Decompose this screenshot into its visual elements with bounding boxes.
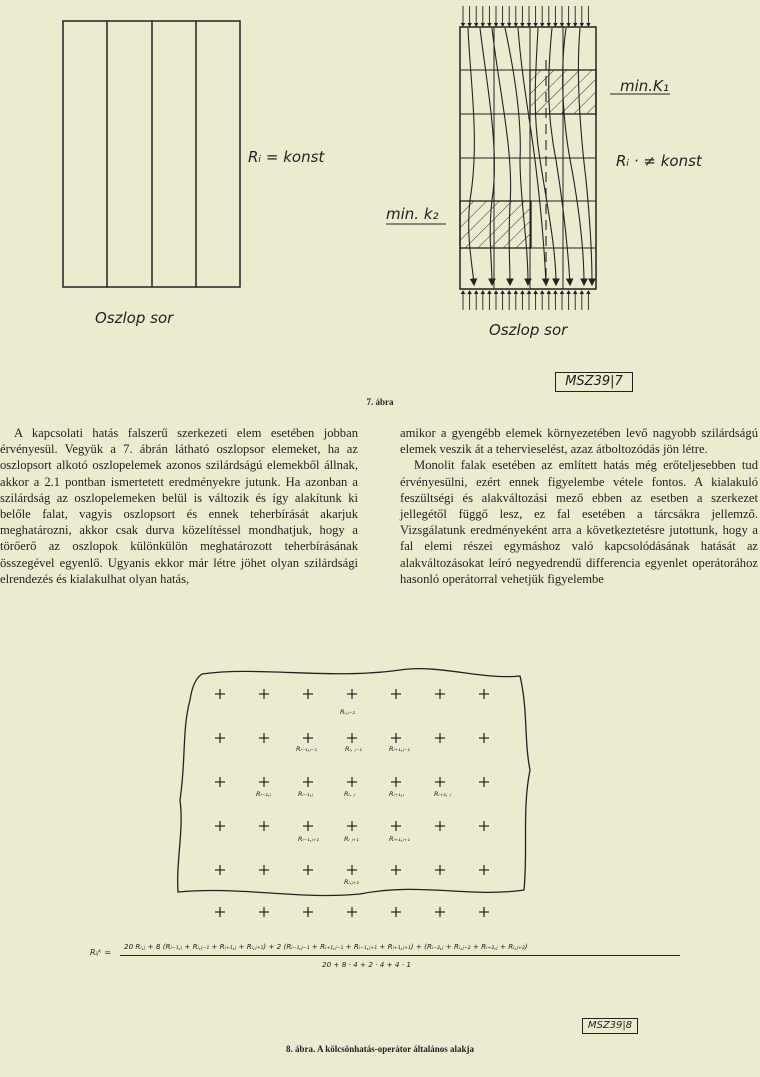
grid-point-plus bbox=[303, 733, 313, 743]
right-formula: Rᵢ · ≠ konst bbox=[616, 152, 702, 170]
grid-point-plus bbox=[303, 821, 313, 831]
figure-7-caption: 7. ábra bbox=[366, 397, 394, 407]
grid-point-plus bbox=[391, 821, 401, 831]
min-k2-label: min. k₂ bbox=[386, 205, 439, 223]
grid-point-plus bbox=[391, 777, 401, 787]
grid-point-plus bbox=[435, 907, 445, 917]
grid-point-plus bbox=[435, 689, 445, 699]
left-column-rectangle bbox=[63, 21, 240, 287]
grid-point-plus bbox=[479, 821, 489, 831]
grid-point-plus bbox=[435, 733, 445, 743]
right-column-rectangle bbox=[460, 6, 596, 310]
grid-point-plus bbox=[391, 865, 401, 875]
label-r-i-minus-2-j: Rᵢ₋₂,ⱼ bbox=[256, 790, 271, 798]
right-text-column bbox=[400, 425, 758, 587]
grid-point-plus bbox=[347, 865, 357, 875]
label-r-i-j: Rᵢ, ⱼ bbox=[344, 790, 355, 798]
grid-point-plus bbox=[215, 777, 225, 787]
grid-point-plus bbox=[391, 689, 401, 699]
label-r-i-j-minus-1: Rᵢ, ⱼ₋₁ bbox=[345, 745, 362, 753]
grid-point-plus bbox=[479, 907, 489, 917]
label-r-i-plus-1-j-minus-1: Rᵢ₊₁,ⱼ₋₁ bbox=[389, 745, 410, 753]
formula-numerator: 20 Rᵢ,ⱼ + 8 (Rᵢ₋₁,ⱼ + Rᵢ,ⱼ₋₁ + Rᵢ₊₁,ⱼ + Rᵢ,ⱼ₊₁) + 2 (Rᵢ₋₁,ⱼ₋₁ + Rᵢ₊₁,ⱼ₋₁ + Rᵢ₋₁,ⱼ₊₁ + Rᵢ₊₁,ⱼ₊₁) + (Rᵢ₋₂,ⱼ + Rᵢ,ⱼ₋₂ + Rᵢ₊₂,ⱼ + Rᵢ,ⱼ₊₂) bbox=[124, 942, 528, 951]
right-caption-label: Oszlop sor bbox=[489, 321, 568, 339]
grid-point-plus bbox=[347, 733, 357, 743]
grid-point-plus bbox=[303, 777, 313, 787]
right-paragraph-2: Monolit falak esetében az említett hatás még erőteljesebben tud érvényesülni, ezért ennek figyelembe vétele fontos. A kialakuló feszültségi és alakváltozási mező ebben az esetben a szerkezet jellegétől függő lesz, ez fal esetében a tárcsákra jellemző. Vizsgálatunk eredményeként arra a következtetésre jutottunk, hogy a fal elemi részei egymáshoz való kapcsolódásának hatását az alakváltozásokat leíró negyedrendű differencia egyenlet operátorához hasonló operátorral vehetjük figyelembe bbox=[400, 458, 758, 586]
figure-7-drawing bbox=[0, 0, 760, 400]
grid-point-plus bbox=[347, 907, 357, 917]
grid-point-plus bbox=[435, 865, 445, 875]
grid-point-plus bbox=[479, 689, 489, 699]
label-r-i-minus-1-j-plus-1: Rᵢ₋₁,ⱼ₊₁ bbox=[298, 835, 319, 843]
fraction-bar bbox=[120, 955, 680, 956]
left-paragraph: A kapcsolati hatás falszerű szerkezeti elem esetében jobban érvényesül. Vegyük a 7. ábrán látható oszlopsor elemeket, ha az oszlopsort alkotó oszlopelemek azonos szilárdságú elemekből állnak, akkor a 2.1 pontban ismertetett eredményekre jutunk. Ha azonban a szilárdság az oszlopelemeken belül is változik és így alakítunk ki belőle falat, vagyis oszlopsort és ennek teherbírását akarjuk meghatározni, akkor csak durva közelítéssel mondhatjuk, hogy a törőerő az oszlopok különkülön meghatározott teherbírásának összegével egyenlő. Ugyanis ekkor már létre jöhet olyan szilárdsági elrendezés és kialakulhat olyan hatás, bbox=[0, 426, 358, 586]
label-r-i-minus-1-j-minus-1: Rᵢ₋₁,ⱼ₋₁ bbox=[296, 745, 317, 753]
grid-point-plus bbox=[479, 733, 489, 743]
figure-8-drawing bbox=[0, 650, 760, 950]
grid-point-plus bbox=[215, 689, 225, 699]
left-formula: Rᵢ = konst bbox=[248, 148, 325, 166]
figure-8-stamp: MSZ39|8 bbox=[582, 1018, 638, 1034]
grid-point-plus bbox=[259, 821, 269, 831]
grid-point-plus bbox=[215, 865, 225, 875]
grid-point-plus bbox=[259, 865, 269, 875]
label-r-i-plus-1-j-plus-1: Rᵢ₊₁,ⱼ₊₁ bbox=[389, 835, 410, 843]
grid-point-plus bbox=[347, 777, 357, 787]
formula-denominator: 20 + 8 · 4 + 2 · 4 + 4 · 1 bbox=[322, 960, 411, 969]
grid-point-plus bbox=[435, 777, 445, 787]
label-r-i-j-plus-1: Rᵢ ⱼ₊₁ bbox=[344, 835, 359, 843]
grid-point-plus bbox=[259, 907, 269, 917]
grid-point-plus bbox=[303, 907, 313, 917]
grid-point-plus bbox=[391, 907, 401, 917]
grid-point-plus bbox=[303, 865, 313, 875]
label-r-i-j-minus-2: Rᵢ,ⱼ₋₂ bbox=[340, 708, 355, 716]
left-caption-label: Oszlop sor bbox=[95, 309, 174, 327]
grid-point-plus bbox=[215, 733, 225, 743]
figure-7-stamp: MSZ39|7 bbox=[555, 372, 633, 392]
grid-point-plus bbox=[347, 689, 357, 699]
grid-point-plus bbox=[347, 821, 357, 831]
grid-point-plus bbox=[259, 733, 269, 743]
grid-point-plus bbox=[215, 821, 225, 831]
grid-point-plus bbox=[479, 865, 489, 875]
formula-lhs: Rᵢⱼᵏ = bbox=[90, 948, 112, 957]
label-r-i-plus-2-j: Rᵢ₊₂, ⱼ bbox=[434, 790, 451, 798]
label-r-i-minus-1-j: Rᵢ₋₁,ⱼ bbox=[298, 790, 313, 798]
min-k1-label: min.K₁ bbox=[620, 77, 669, 95]
grid-point-plus bbox=[435, 821, 445, 831]
grid-point-plus bbox=[215, 907, 225, 917]
grid-point-plus bbox=[259, 777, 269, 787]
grid-point-plus bbox=[259, 689, 269, 699]
label-r-i-plus-1-j: Rᵢ₊₁,ⱼ bbox=[389, 790, 404, 798]
grid-point-plus bbox=[391, 733, 401, 743]
figure-8-caption: 8. ábra. A kölcsönhatás-operátor általános alakja bbox=[285, 1044, 475, 1054]
grid-point-plus bbox=[303, 689, 313, 699]
label-r-i-j-plus-2: Rᵢ,ⱼ₊₂ bbox=[344, 878, 359, 886]
left-text-column bbox=[0, 425, 358, 587]
right-paragraph-1: amikor a gyengébb elemek környezetében levő nagyobb szilárdságú elemek veszik át a tehervieselést, azaz átboltozódás jön létre. bbox=[400, 426, 758, 457]
grid-point-plus bbox=[479, 777, 489, 787]
